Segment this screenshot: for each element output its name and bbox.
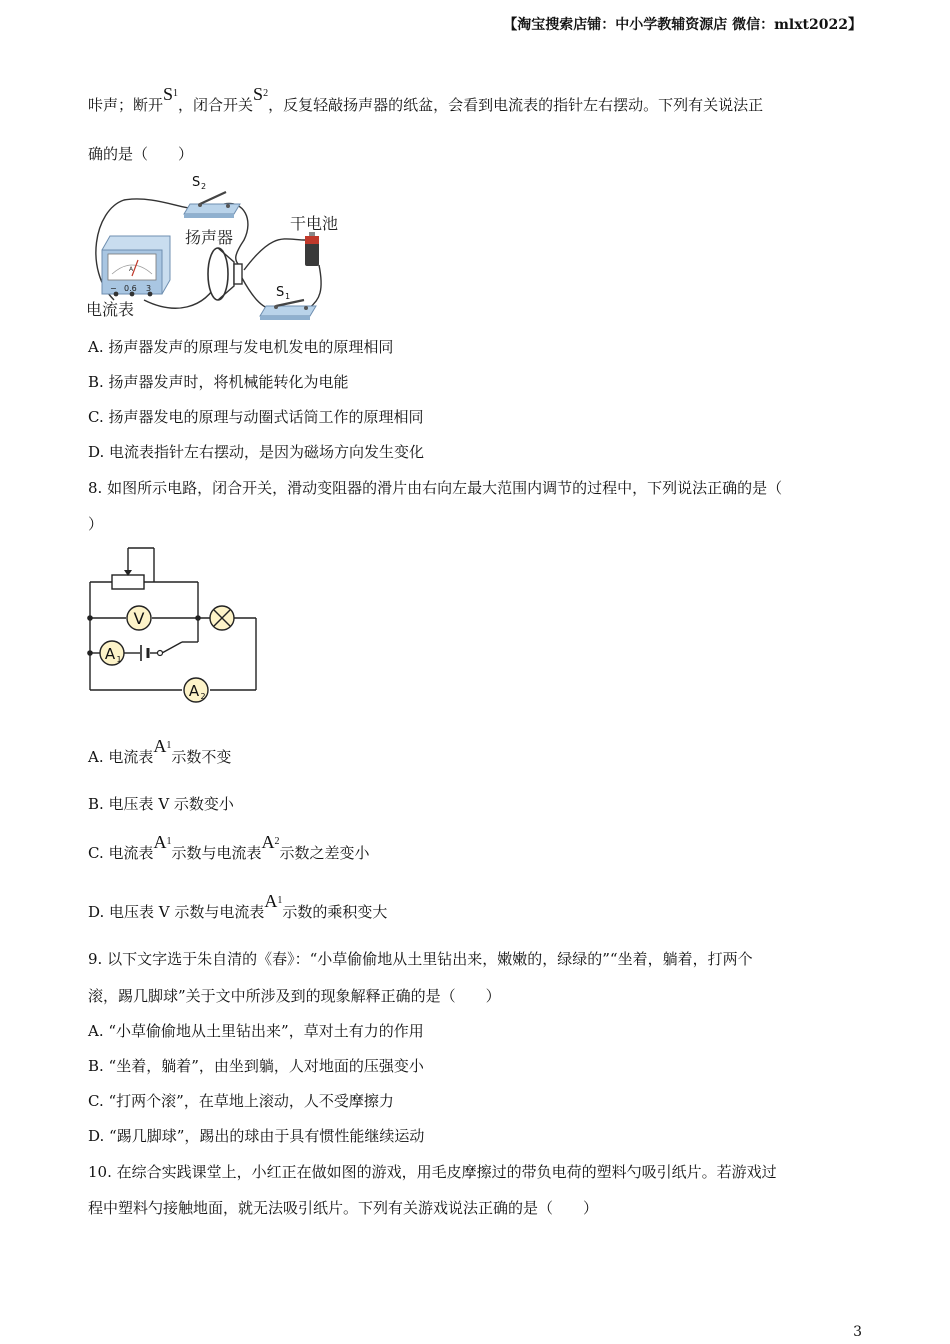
svg-text:V: V: [133, 609, 145, 628]
junction-dot: [195, 615, 201, 621]
switch-s1: [260, 300, 316, 320]
q8-stem: 8. 如图所示电路，闭合开关，滑动变阻器的滑片由右向左最大范围内调节的过程中，下列说法正确的是（: [88, 479, 783, 497]
q10-stem-line1: 10. 在综合实践课堂上，小红正在做如图的游戏，用毛皮摩擦过的带负电荷的塑料勺吸引纸片。若游戏过: [88, 1163, 777, 1181]
q7-stem-line1: [88, 84, 764, 118]
svg-text:A: A: [188, 682, 200, 700]
q8-option-b: B. 电压表 V 示数变小: [88, 795, 234, 813]
s1-sub: 1: [285, 292, 291, 301]
speaker: [208, 248, 242, 300]
q9-option-b: B. “坐着，躺着”，由坐到躺，人对地面的压强变小: [88, 1057, 424, 1075]
speaker-label: 扬声器: [185, 228, 234, 247]
speaker-circuit-figure: [84, 170, 354, 322]
q9-option-c: C. “打两个滚”，在草地上滚动，人不受摩擦力: [88, 1092, 394, 1110]
s2-sub: 2: [201, 182, 207, 191]
q9-option-d: D. “踢几脚球”，踢出的球由于具有惯性能继续运动: [88, 1127, 425, 1145]
battery-label: 干电池: [290, 214, 339, 233]
s2-symbol: $S^2$: [253, 84, 269, 104]
lamp-symbol: [210, 606, 234, 630]
ammeter-a1-symbol: [100, 641, 124, 665]
wire: [242, 278, 276, 310]
ammeter-label: 电流表: [86, 300, 135, 319]
page-number: 3: [853, 1324, 862, 1340]
s2-label: S: [192, 175, 201, 190]
svg-text:A: A: [104, 645, 116, 663]
junction-dot: [87, 615, 93, 621]
dry-battery: [305, 232, 319, 266]
q8-option-d: D. 电压表 V 示数与电流表$A^1$示数的乘积变大: [88, 891, 388, 921]
q9-option-a: A. “小草偷偷地从土里钻出来”，草对土有力的作用: [88, 1022, 424, 1040]
voltmeter-symbol: [127, 606, 151, 630]
q7-option-a: A. 扬声器发声的原理与发电机发电的原理相同: [88, 338, 394, 356]
q8-option-a: A. 电流表$A^1$示数不变: [88, 736, 232, 766]
svg-text:1: 1: [116, 655, 122, 664]
meter-a-label: A: [129, 266, 134, 273]
q7-option-c: C. 扬声器发电的原理与动圈式话筒工作的原理相同: [88, 408, 424, 426]
q7-option-d: D. 电流表指针左右摆动，是因为磁场方向发生变化: [88, 443, 425, 461]
meter-06: 0.6: [124, 284, 137, 293]
q8-stem-close: ）: [88, 515, 104, 533]
switch-s2: [184, 192, 240, 218]
s1-symbol: $S^1$: [163, 84, 179, 104]
meter-3: 3: [146, 284, 152, 293]
junction-dot: [87, 650, 93, 656]
q9-stem-line1: 9. 以下文字选于朱自清的《春》：“小草偷偷地从土里钻出来，嫩嫩的，绿绿的”“坐着，躺着，打两个: [88, 950, 753, 968]
rheostat-circuit-figure: [84, 542, 264, 706]
q10-stem-line2: 程中塑料勺接触地面，就无法吸引纸片。下列有关游戏说法正确的是（ ）: [88, 1199, 599, 1217]
s1-label: S: [276, 285, 285, 300]
q9-stem-line2: 滚，踢几脚球”关于文中所涉及到的现象解释正确的是（ ）: [88, 987, 501, 1005]
q7-option-b: B. 扬声器发声时，将机械能转化为电能: [88, 373, 349, 391]
q8-option-c: C. 电流表$A^1$示数与电流表$A^2$示数之差变小: [88, 832, 370, 862]
switch-contact: [158, 651, 163, 656]
q7-text-a: 咔声；断开: [88, 96, 164, 114]
q7-text-b: ，闭合开关: [178, 96, 254, 114]
meter-minus: −: [110, 284, 117, 293]
page-header: 【淘宝搜索店铺：中小学教辅资源店 微信：mlxt2022】: [503, 17, 862, 33]
q7-stem-line2: 确的是（ ）: [88, 145, 194, 163]
q7-text-c: ，反复轻敲扬声器的纸盆，会看到电流表的指针左右摆动。下列有关说法正: [268, 96, 764, 114]
wire: [244, 239, 306, 270]
svg-text:2: 2: [200, 692, 206, 701]
ammeter-a2-symbol: [184, 678, 208, 702]
wire: [309, 265, 321, 308]
